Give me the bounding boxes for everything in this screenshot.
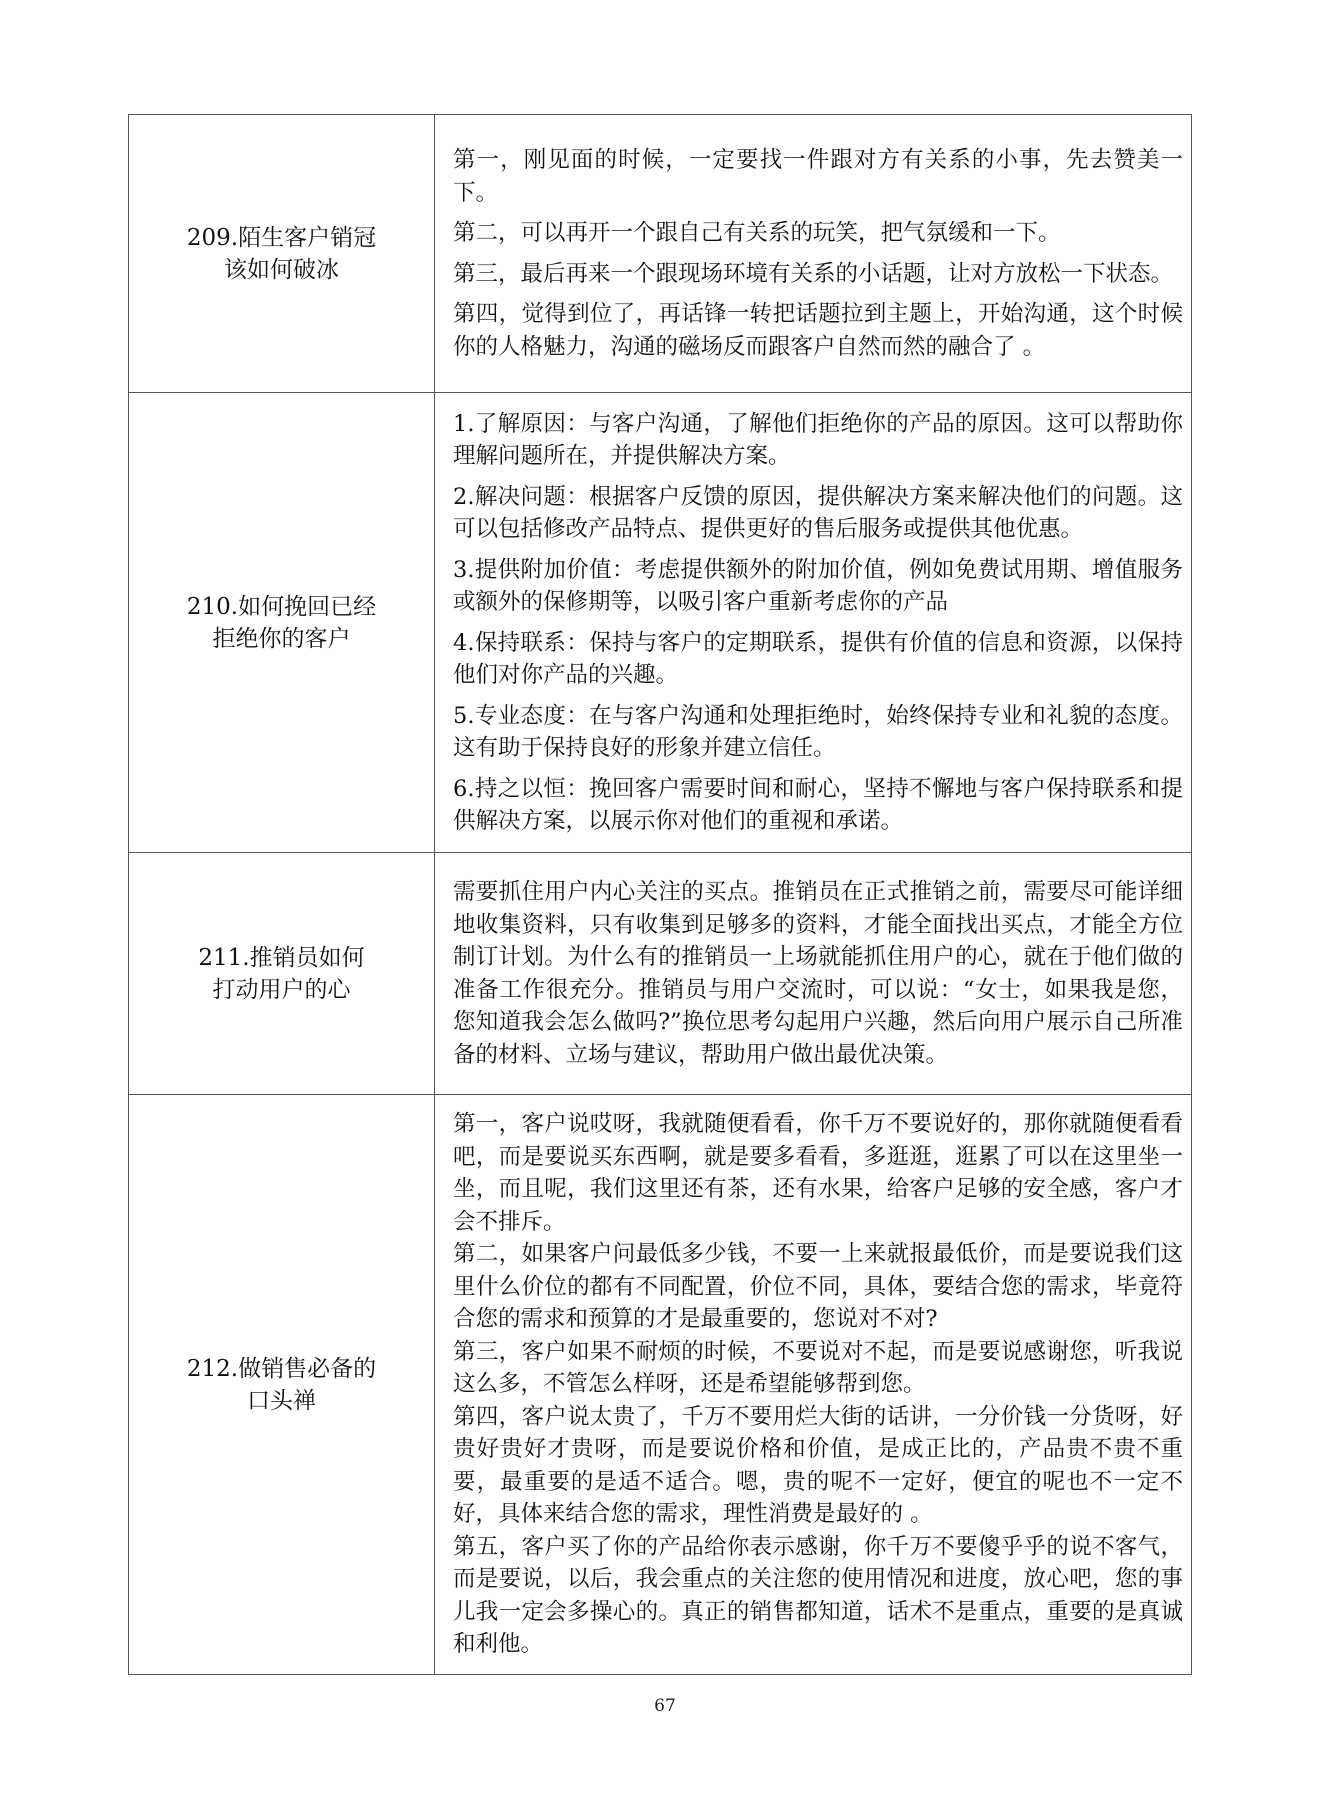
answer-cell [435,1095,1192,1675]
answer-cell [435,853,1192,1095]
answer-paragraph: 第五，客户买了你的产品给你表示感谢，你千万不要傻乎乎的说不客气，而是要说，以后，我会重点的关注您的使用情况和进度，放心吧，您的事儿我一定会多操心的。真正的销售都知道，话术不是重点，重要的是真诚和利他。 [453,1533,1183,1658]
table-row [129,115,1192,393]
answer-paragraph: 2.解决问题：根据客户反馈的原因，提供解决方案来解决他们的问题。这可以包括修改产品特点、提供更好的售后服务或提供其他优惠。 [453,483,1183,542]
answer-paragraph: 第一，刚见面的时候，一定要找一件跟对方有关系的小事，先去赞美一下。 [453,147,1183,206]
answer-paragraph: 第四，客户说太贵了，千万不要用烂大街的话讲，一分价钱一分货呀，好贵好贵好才贵呀，而是要说价格和价值，是成正比的，产品贵不贵不重要，最重要的是适不适合。嗯，贵的呢不一定好，便宜的呢也不一定不好，具体来结合您的需求，理性消费是最好的 。 [453,1403,1183,1528]
question-line: 该如何破冰 [224,256,339,283]
table-row [129,1095,1192,1675]
question-cell [129,853,435,1095]
answer-paragraph: 第三，客户如果不耐烦的时候，不要说对不起，而是要说感谢您，听我说这么多，不管怎么样呀，还是希望能够帮到您。 [453,1338,1183,1398]
answer-paragraph: 4.保持联系：保持与客户的定期联系，提供有价值的信息和资源，以保持他们对你产品的兴趣。 [453,629,1183,688]
answer-paragraph: 3.提供附加价值：考虑提供额外的附加价值，例如免费试用期、增值服务或额外的保修期等，以吸引客户重新考虑你的产品 [453,556,1183,615]
question-cell [129,1095,435,1675]
question-line: 211.推销员如何 [198,944,365,971]
answer-paragraph: 第四，觉得到位了，再话锋一转把话题拉到主题上，开始沟通，这个时候你的人格魅力，沟通的磁场反而跟客户自然而然的融合了 。 [453,301,1183,360]
answer-paragraph: 第一，客户说哎呀，我就随便看看，你千万不要说好的，那你就随便看看吧，而是要说买东西啊，就是要多看看，多逛逛，逛累了可以在这里坐一坐，而且呢，我们这里还有茶，还有水果，给客户足够的安全感，客户才会不排斥。 [453,1111,1183,1235]
answer-paragraph: 需要抓住用户内心关注的买点。推销员在正式推销之前，需要尽可能详细地收集资料，只有收集到足够多的资料，才能全面找出买点，才能全方位制订计划。为什么有的推销员一上场就能抓住用户的心，就在于他们做的准备工作很充分。推销员与用户交流时，可以说：“女士，如果我是您，您知道我会怎么做吗?”换位思考勾起用户兴趣，然后向用户展示自己所准备的材料、立场与建议，帮助用户做出最优决策。 [453,879,1183,1068]
question-line: 拒绝你的客户 [212,625,351,652]
answer-paragraph: 第三，最后再来一个跟现场环境有关系的小话题，让对方放松一下状态。 [453,260,1174,287]
question-line: 209.陌生客户销冠 [186,224,377,251]
answer-paragraph: 第二，如果客户问最低多少钱，不要一上来就报最低价，而是要说我们这里什么价位的都有不同配置，价位不同，具体，要结合您的需求，毕竟符合您的需求和预算的才是最重要的，您说对不对? [453,1241,1183,1333]
qa-table [128,114,1192,1675]
answer-cell [435,393,1192,853]
question-cell [129,393,435,853]
answer-cell [435,115,1192,393]
question-line: 212.做销售必备的 [186,1355,377,1382]
question-line: 210.如何挽回已经 [186,593,377,620]
question-line: 口头禅 [247,1387,316,1414]
page-number: 67 [654,1696,676,1716]
answer-paragraph: 5.专业态度：在与客户沟通和处理拒绝时，始终保持专业和礼貌的态度。这有助于保持良好的形象并建立信任。 [453,702,1183,761]
answer-paragraph: 第二，可以再开一个跟自己有关系的玩笑，把气氛缓和一下。 [453,220,1061,246]
question-line: 打动用户的心 [212,976,351,1003]
answer-paragraph: 1.了解原因：与客户沟通，了解他们拒绝你的产品的原因。这可以帮助你理解问题所在，并提供解决方案。 [453,410,1183,469]
answer-paragraph: 6.持之以恒：挽回客户需要时间和耐心，坚持不懈地与客户保持联系和提供解决方案，以展示你对他们的重视和承诺。 [453,775,1183,834]
question-cell [129,115,435,393]
table-row [129,853,1192,1095]
table-row [129,393,1192,853]
